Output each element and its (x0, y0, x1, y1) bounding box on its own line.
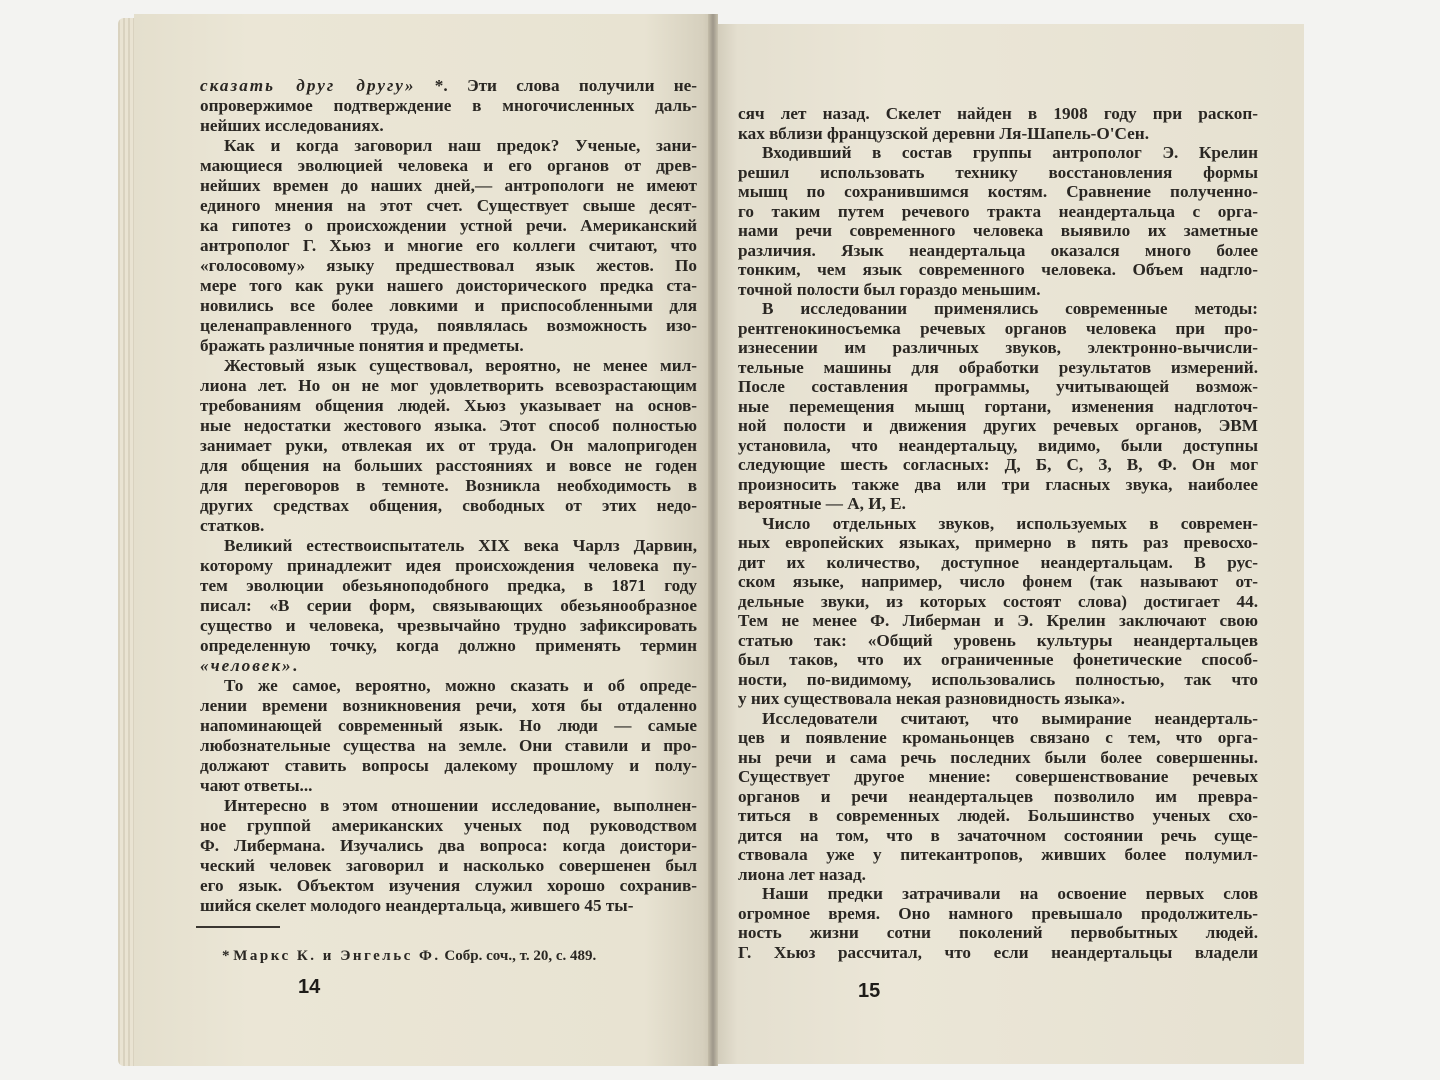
text-line: ском языке, например, число фонем (так называют от- (738, 572, 1258, 591)
left-page-text (200, 76, 697, 916)
text-line: нами речи современного человека выявило их заметные (738, 221, 1258, 240)
text-line: следующие шесть согласных: Д, Б, С, З, В, Ф. Он мог (738, 455, 1258, 474)
text-line: ные перемещения мышц гортани, изменения надглоточ- (738, 396, 1258, 416)
text-line: требованиям общения людей. Хьюз указывает на основ- (200, 396, 697, 415)
text-line: лиона лет. Но он не мог удовлетворить всевозрастающим (200, 376, 697, 395)
text-line (200, 76, 697, 96)
text-line: ны речи и сама речь последних были более совершенны. (738, 747, 1258, 767)
text-line: После составления программы, учитывающей возмож- (738, 377, 1258, 396)
text-line: мышц по сохранившимся костям. Сравнение полученно- (738, 182, 1258, 201)
text-line: установила, что неандертальцу, видимо, были доступны (738, 435, 1258, 455)
text-line: органов и речи неандертальцев позволило им превра- (738, 786, 1258, 806)
paragraph (200, 136, 697, 356)
text-line: вероятные — А, И, Е. (738, 494, 906, 513)
text-line: целенаправленного труда, появлялась возможность изо- (200, 316, 697, 335)
text-line: статью так: «Общий уровень культуры неандертальцев (738, 630, 1258, 650)
paragraph (200, 76, 697, 136)
paragraph (738, 299, 1258, 514)
text-line: ной полости и движения других речевых органов, ЭВМ (738, 416, 1258, 435)
text-line: которому принадлежит идея происхождения человека пу- (200, 556, 697, 575)
text-line: ческий человек заговорил и насколько совершенен был (200, 856, 697, 875)
text-line: для общения на больших расстояниях и вовсе не годен (200, 456, 697, 475)
text-line: должают ставить вопросы далекому прошлому и полу- (200, 756, 697, 775)
text-line: любознательные существа на земле. Они ставили и про- (200, 736, 697, 755)
text-line: огромное время. Оно намного превышало продолжитель- (738, 903, 1258, 923)
footnote-authors: Маркс К. и Энгельс Ф. (233, 948, 441, 964)
text-line: ствовала уже у питекантропов, живших более полумил- (738, 845, 1258, 864)
text-line: Входивший в состав группы антрополог Э. Крелин (762, 143, 1258, 162)
paragraph (738, 514, 1258, 709)
text-line: определенную точку, когда должно применять термин (200, 636, 697, 655)
text-line: произносить также два или три гласных звука, наиболее (738, 474, 1258, 494)
paragraph (200, 796, 697, 916)
footnote-source: Собр. соч., т. 20, с. 489. (444, 948, 597, 964)
text-line: точной полости был гораздо меньшим. (738, 279, 1041, 299)
text-line: Тем не менее Ф. Либерман и Э. Крелин заключают свою (738, 611, 1258, 630)
text-line: бражать различные понятия и предметы. (200, 336, 524, 355)
text-line: ках вблизи французской деревни Ля-Шапель-О'Сен. (738, 123, 1149, 143)
text-line: В исследовании применялись современные методы: (762, 299, 1258, 318)
text-line: шийся скелет молодого неандертальца, жившего 45 ты- (200, 896, 634, 915)
text-line: лиона лет назад. (738, 864, 866, 884)
paragraph (738, 709, 1258, 885)
text-line: ка гипотез о происхождении устной речи. Американский (200, 216, 697, 235)
text-line: Жестовый язык существовал, вероятно, не менее мил- (224, 356, 697, 375)
text-line (200, 656, 697, 676)
text-line: тельные машины для обработки результатов измерений. (738, 357, 1258, 377)
text-line: го таким путем речевого тракта неандертальца с орга- (738, 201, 1258, 221)
line-text: *. Эти слова получили не- (415, 76, 697, 95)
text-line: тем эволюции обезьяноподобного предка, в 1871 году (200, 576, 697, 595)
text-line: изнесении им различных звуков, электронно-вычисли- (738, 338, 1258, 357)
text-line: сяч лет назад. Скелет найден в 1908 году при раскоп- (738, 104, 1258, 123)
text-line: различия. Язык неандертальца оказался много более (738, 240, 1258, 260)
text-line: рентгенокиносъемка речевых органов человека при про- (738, 318, 1258, 338)
text-line: «голосовому» языку предшествовал язык жестов. По (200, 256, 697, 275)
text-line: лении времени возникновения речи, хотя бы отдаленно (200, 696, 697, 715)
text-line: То же самое, вероятно, можно сказать и об опреде- (224, 676, 697, 695)
footnote-divider (196, 926, 280, 928)
line-text: . (292, 656, 297, 675)
text-line: для переговоров в темноте. Возникла необходимость в (200, 476, 697, 495)
text-line: решил использовать технику восстановления формы (738, 162, 1258, 182)
text-line: ное группой американских ученых под руководством (200, 816, 697, 835)
text-line: нейших времен до наших дней,— антропологи не имеют (200, 176, 697, 195)
text-line: нейших исследованиях. (200, 116, 384, 135)
emphasized-text: сказать друг другу» (200, 76, 416, 95)
text-line: его язык. Объектом изучения служил хорошо сохранив- (200, 876, 697, 895)
text-line: был таков, что их ограниченные фонетические способ- (738, 650, 1258, 669)
text-line: Ф. Либермана. Изучались два вопроса: когда доистори- (200, 836, 697, 855)
text-line: тонким, чем язык современного человека. Объем надгло- (738, 260, 1258, 279)
text-line: напоминающей современный язык. Но люди — самые (200, 716, 697, 735)
text-line: мере того как руки нашего доисторического предка ста- (200, 276, 697, 295)
text-line: ных европейских языках, примерно в пять раз превосхо- (738, 533, 1258, 552)
text-line: Число отдельных звуков, используемых в современ- (762, 513, 1258, 533)
text-line: существо и человека, чрезвычайно трудно зафиксировать (200, 616, 697, 635)
paragraph (200, 676, 697, 796)
text-line: Как и когда заговорил наш предок? Ученые, зани- (224, 136, 697, 155)
paragraph (738, 143, 1258, 299)
text-line: дит их количество, доступное неандертальцам. В рус- (738, 552, 1258, 572)
emphasized-text: «человек» (200, 656, 293, 675)
text-line: ность жизни сотни поколений первобытных людей. (738, 923, 1258, 942)
text-line: ности, по-видимому, использовались полностью, так что (738, 669, 1258, 689)
text-line: Наши предки затрачивали на освоение первых слов (762, 884, 1258, 903)
text-line: Существует другое мнение: совершенствование речевых (738, 767, 1258, 786)
text-line: титься в современных людей. Большинство ученых схо- (738, 806, 1258, 825)
paragraph (200, 536, 697, 676)
right-page-text (738, 104, 1258, 962)
paragraph (200, 356, 697, 536)
text-line: чают ответы... (200, 776, 313, 795)
page-number-left: 14 (298, 976, 321, 998)
text-line: Г. Хьюз рассчитал, что если неандертальцы владели (738, 942, 1258, 962)
text-line: Великий естествоиспытатель XIX века Чарлз Дарвин, (224, 536, 697, 555)
text-line: ные недостатки жестового языка. Этот способ полностью (200, 416, 697, 435)
text-line: новились все более ловкими и приспособленными для (200, 296, 697, 315)
text-line: цев и появление кроманьонцев связано с тем, что орга- (738, 728, 1258, 747)
text-line: опровержимое подтверждение в многочисленных даль- (200, 96, 697, 115)
text-line: писал: «В серии форм, связывающих обезьянообразное (200, 596, 697, 615)
footnote (222, 948, 596, 965)
text-line: Исследователи считают, что вымирание неандерталь- (762, 708, 1258, 728)
page-number-right: 15 (858, 980, 881, 1002)
paragraph (738, 884, 1258, 962)
text-line: дится на том, что в зачаточном состоянии речь суще- (738, 825, 1258, 845)
text-line: у них существовала некая разновидность языка». (738, 689, 1125, 708)
footnote-marker: * (222, 948, 230, 964)
text-line: занимает руки, отвлекая их от труда. Он малопригоден (200, 436, 697, 455)
text-line: Интересно в этом отношении исследование, выполнен- (224, 796, 697, 815)
book-spine (708, 14, 718, 1066)
text-line: статков. (200, 516, 265, 535)
text-line: дельные звуки, из которых состоят слова) достигает 44. (738, 591, 1258, 611)
paragraph (738, 104, 1258, 143)
text-line: мающиеся эволюцией человека и его органов от древ- (200, 156, 697, 175)
text-line: антрополог Г. Хьюз и многие его коллеги считают, что (200, 236, 697, 255)
text-line: единого мнения на этот счет. Существует свыше десят- (200, 196, 697, 215)
text-line: других средствах общения, свободных от этих недо- (200, 496, 697, 515)
